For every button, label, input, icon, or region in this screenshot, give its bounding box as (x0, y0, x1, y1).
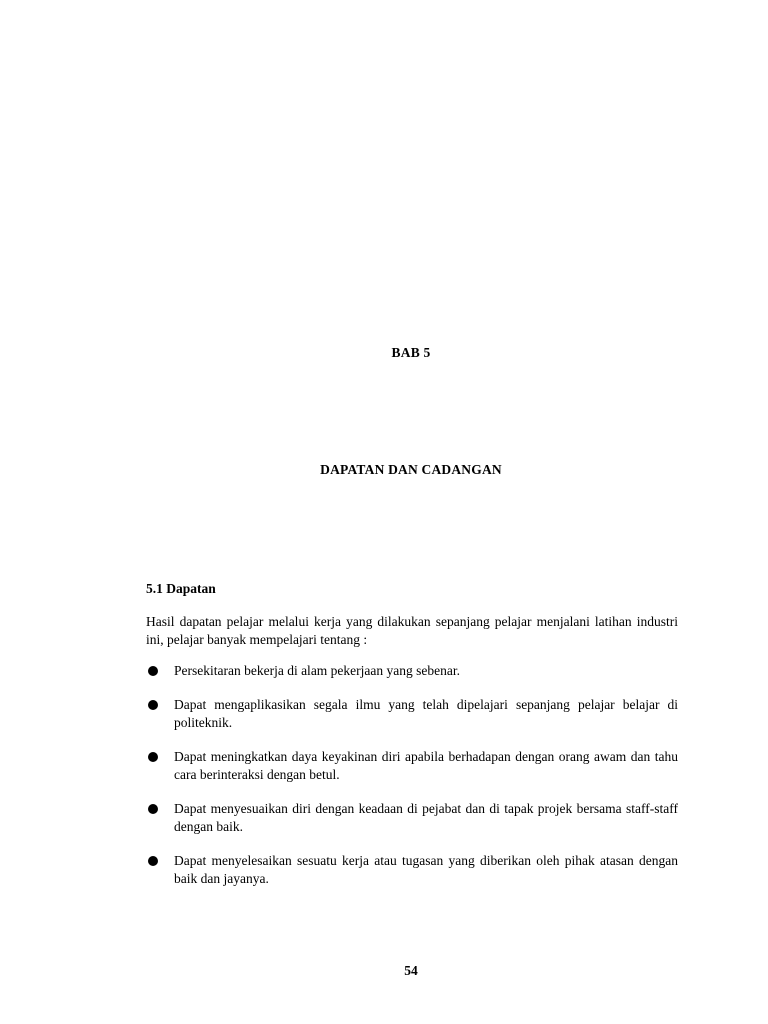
intro-paragraph: Hasil dapatan pelajar melalui kerja yang dilakukan sepanjang pelajar menjalani latihan industri ini, pelajar banyak mempelajari tentang : (146, 614, 678, 647)
list-item (146, 662, 678, 680)
list-item (146, 800, 678, 836)
findings-list (146, 662, 678, 888)
bullet-icon (148, 804, 158, 814)
chapter-label: BAB 5 (391, 345, 431, 360)
list-item-text: Dapat menyelesaikan sesuatu kerja atau tugasan yang diberikan oleh pihak atasan dengan baik dan jayanya. (174, 853, 678, 886)
list-item (146, 748, 678, 784)
list-item-text: Persekitaran bekerja di alam pekerjaan yang sebenar. (174, 663, 460, 678)
list-item (146, 696, 678, 732)
section-heading: 5.1 Dapatan (146, 581, 216, 596)
page-number: 54 (404, 963, 418, 978)
list-item (146, 852, 678, 888)
list-item-text: Dapat mengaplikasikan segala ilmu yang telah dipelajari sepanjang pelajar belajar di politeknik. (174, 697, 678, 730)
bullet-icon (148, 700, 158, 710)
chapter-title: DAPATAN DAN CADANGAN (320, 462, 502, 477)
list-item-text: Dapat meningkatkan daya keyakinan diri apabila berhadapan dengan orang awam dan tahu cara berinteraksi dengan betul. (174, 749, 678, 782)
bullet-icon (148, 666, 158, 676)
bullet-icon (148, 856, 158, 866)
bullet-icon (148, 752, 158, 762)
list-item-text: Dapat menyesuaikan diri dengan keadaan di pejabat dan di tapak projek bersama staff-staff dengan baik. (174, 801, 678, 834)
